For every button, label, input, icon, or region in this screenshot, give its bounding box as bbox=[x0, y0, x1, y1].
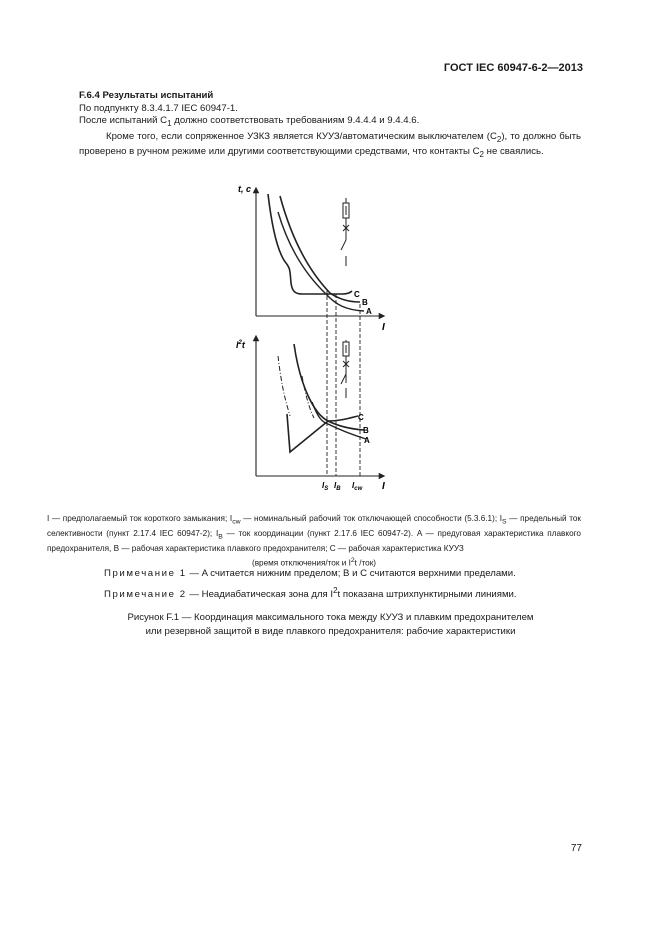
caption-line-2: или резервной защитой в виде плавкого предохранителя: рабочие характеристики bbox=[145, 626, 516, 637]
current-markers bbox=[327, 290, 360, 476]
legend-text: I — предполагаемый ток короткого замыкания; $I_{cw}$ — номинальный рабочий ток отключающей способности (5.3.6.1); $I_S$ — предельный ток селективности (пункт 2.17.4 IEC 60947-2); $I_B$ — ток координации (пункт 2.17.6 IEC 60947-2). A — предуговая характеристика плавкого предохранителя, B — рабочая характеристика плавкого предохранителя; C — рабочая характеристика КУУЗ bbox=[47, 514, 582, 554]
marker-is-label: $I_S$ bbox=[322, 481, 329, 492]
bottom-label-a: A bbox=[364, 436, 370, 445]
top-label-c: C bbox=[354, 290, 360, 299]
top-label-a: A bbox=[366, 307, 372, 316]
legend-text-2: (время отключения/ток и $I^2t$ /ток) bbox=[251, 556, 377, 568]
paragraph-3: Кроме того, если сопряженное УЗКЗ является КУУЗ/автоматическим выключателем $(C_2)$, то должно быть проверено в ручном режиме или другими соответствующими средствами, что контакты $C_2$ не сваялись. bbox=[79, 130, 582, 160]
note-1: Примечание 1 — A считается нижним пределом; B и C считаются верхними пределами. bbox=[104, 568, 516, 579]
bottom-nonadiabatic-b bbox=[278, 356, 290, 416]
bottom-label-c: C bbox=[358, 413, 364, 422]
page-number: 77 bbox=[570, 843, 582, 854]
standard-header: ГОСТ IEC 60947-6-2—2013 bbox=[443, 62, 583, 74]
bottom-chart bbox=[236, 338, 385, 492]
marker-icw-label: $I_{cw}$ bbox=[352, 481, 363, 492]
top-curve-c bbox=[268, 194, 352, 294]
note-2: Примечание 2 — Неадиабатическая зона для $I^2t$ показана штрихпунктирными линиями. bbox=[104, 586, 517, 601]
marker-ib-label: $I_B$ bbox=[334, 481, 341, 492]
section-heading: F.6.4 Результаты испытаний bbox=[79, 90, 214, 101]
caption-line-1: Рисунок F.1 — Координация максимального тока между КУУЗ и плавким предохранителем bbox=[127, 612, 534, 623]
figure-caption bbox=[0, 611, 661, 639]
top-y-label: t, c bbox=[238, 184, 252, 194]
top-x-label: I bbox=[382, 322, 385, 333]
fuse-breaker-symbol-bottom bbox=[341, 340, 349, 398]
paragraph-1: По подпункту 8.3.4.1.7 IEC 60947-1. bbox=[79, 102, 238, 114]
fuse-breaker-symbol-top bbox=[341, 198, 349, 266]
bottom-x-label: I bbox=[382, 481, 385, 492]
coordination-figure bbox=[230, 178, 410, 493]
paragraph-2: После испытаний $C_1$ должно соответствовать требованиям 9.4.4.4 и 9.4.4.6. bbox=[79, 115, 420, 129]
figure-legend bbox=[47, 513, 581, 569]
bottom-y-label: $I^2t$ bbox=[236, 340, 245, 350]
top-chart bbox=[238, 184, 385, 333]
top-curve-a bbox=[278, 212, 364, 311]
top-label-b: B bbox=[362, 298, 368, 307]
bottom-label-b: B bbox=[363, 426, 369, 435]
section-body bbox=[79, 90, 581, 162]
